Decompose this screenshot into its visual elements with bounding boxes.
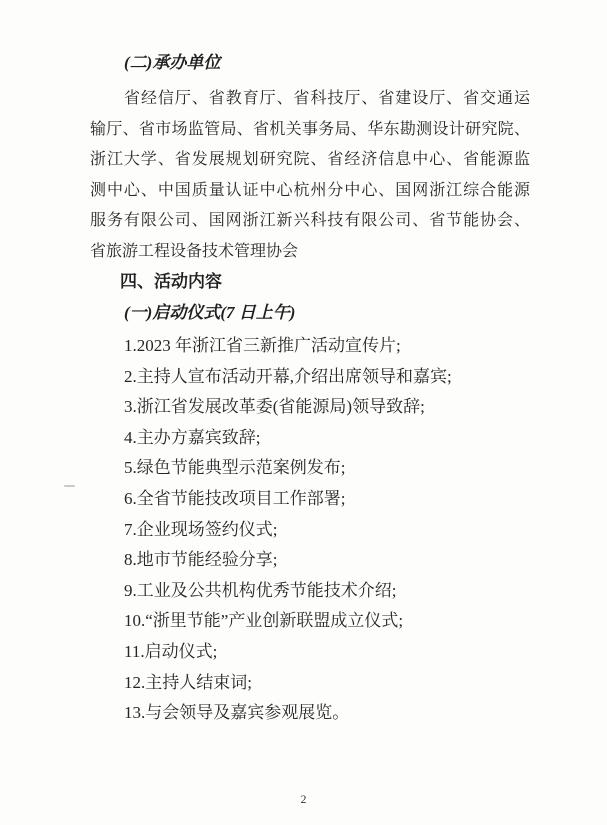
paragraph-line: 测中心、中国质量认证中心杭州分中心、国网浙江综合能源: [90, 181, 530, 199]
host-units-paragraph: [90, 84, 530, 267]
document-content: [90, 48, 530, 729]
agenda-item: 5.绿色节能典型示范案例发布;: [124, 458, 346, 478]
paragraph-line: 省经信厅、省教育厅、省科技厅、省建设厅、省交通运: [124, 90, 530, 107]
agenda-item: 12.主持人结束词;: [124, 672, 252, 692]
agenda-item: 6.全省节能技改项目工作部署;: [124, 488, 346, 508]
section-heading-host-units: (二)承办单位: [124, 53, 221, 72]
agenda-item: 10.“浙里节能”产业创新联盟成立仪式;: [124, 611, 404, 631]
paragraph-line: 省旅游工程设备技术管理协会: [90, 242, 299, 260]
agenda-item: 1.2023 年浙江省三新推广活动宣传片;: [124, 336, 401, 355]
paragraph-line: 服务有限公司、国网浙江新兴科技有限公司、省节能协会、: [90, 212, 530, 229]
agenda-item: 7.企业现场签约仪式;: [124, 519, 278, 539]
page-number: 2: [300, 792, 307, 806]
agenda-list: [90, 331, 530, 729]
paragraph-line: 浙江大学、省发展规划研究院、省经济信息中心、省能源监: [90, 151, 530, 168]
agenda-item: 13.与会领导及嘉宾参观展览。: [124, 703, 350, 723]
agenda-item: 9.工业及公共机构优秀节能技术介绍;: [124, 580, 397, 600]
agenda-item: 3.浙江省发展改革委(省能源局)领导致辞;: [124, 397, 425, 417]
agenda-item: 8.地市节能经验分享;: [124, 550, 278, 570]
agenda-item: 11.启动仪式;: [124, 641, 218, 661]
section-heading-activity-content: 四、活动内容: [120, 272, 222, 291]
agenda-item: 4.主办方嘉宾致辞;: [124, 427, 261, 447]
subsection-heading-launch-ceremony: (一)启动仪式(7 日上午): [124, 303, 296, 322]
scan-artifact-mark: [64, 485, 75, 487]
agenda-item: 2.主持人宣布活动开幕,介绍出席领导和嘉宾;: [124, 366, 452, 386]
paragraph-line: 输厅、省市场监管局、省机关事务局、华东勘测设计研究院、: [90, 120, 530, 138]
